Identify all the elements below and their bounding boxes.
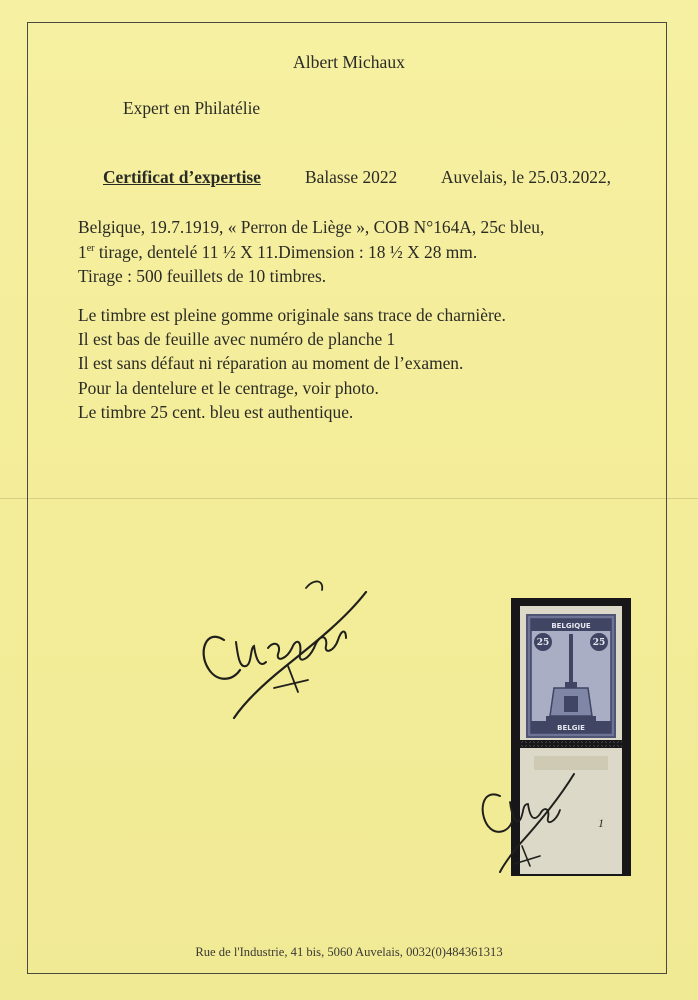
description-line: Tirage : 500 feuillets de 10 timbres. <box>78 266 327 286</box>
expert-name: Albert Michaux <box>293 52 405 72</box>
finding-line: Il est sans défaut ni réparation au moment de l’examen. <box>78 353 464 374</box>
plate-number: 1 <box>598 816 604 830</box>
stamp-bottom-label: BELGIE <box>557 724 585 732</box>
description-line <box>78 240 544 265</box>
description-text: 1 <box>78 241 87 262</box>
stamp-value-right: 25 <box>592 638 606 648</box>
certificate-title: Certificat d’expertise <box>103 167 261 187</box>
description-text: tirage, dentelé 11 ½ X 11.Dimension : 18 ½ X 28 mm. <box>94 241 478 262</box>
finding-line: Il est bas de feuille avec numéro de planche 1 <box>78 329 396 350</box>
stamp-description <box>78 215 544 289</box>
perron-de-liege-image <box>528 616 614 736</box>
stamp-top-label: BELGIQUE <box>551 622 591 630</box>
certificate-place-date: Auvelais, le 25.03.2022, <box>441 167 612 187</box>
expert-findings <box>78 303 506 424</box>
stamp-perforations <box>520 740 622 748</box>
finding-line: Le timbre 25 cent. bleu est authentique. <box>78 401 354 422</box>
expert-signature <box>196 570 386 726</box>
expert-title: Expert en Philatélie <box>123 98 261 118</box>
stamp-value-left: 25 <box>536 638 550 648</box>
finding-line: Le timbre est pleine gomme originale sans trace de charnière. <box>78 305 506 325</box>
finding-line: Pour la dentelure et le centrage, voir photo. <box>78 377 379 398</box>
footer-address: Rue de l'Industrie, 41 bis, 5060 Auvelais, 0032(0)484361313 <box>195 945 503 959</box>
stamp-signature <box>474 760 594 880</box>
stamp-design <box>526 614 616 738</box>
certificate-reference: Balasse 2022 <box>305 167 398 187</box>
superscript: er <box>86 242 95 254</box>
description-line: Belgique, 19.7.1919, « Perron de Liège », COB N°164A, 25c bleu, <box>78 217 545 237</box>
